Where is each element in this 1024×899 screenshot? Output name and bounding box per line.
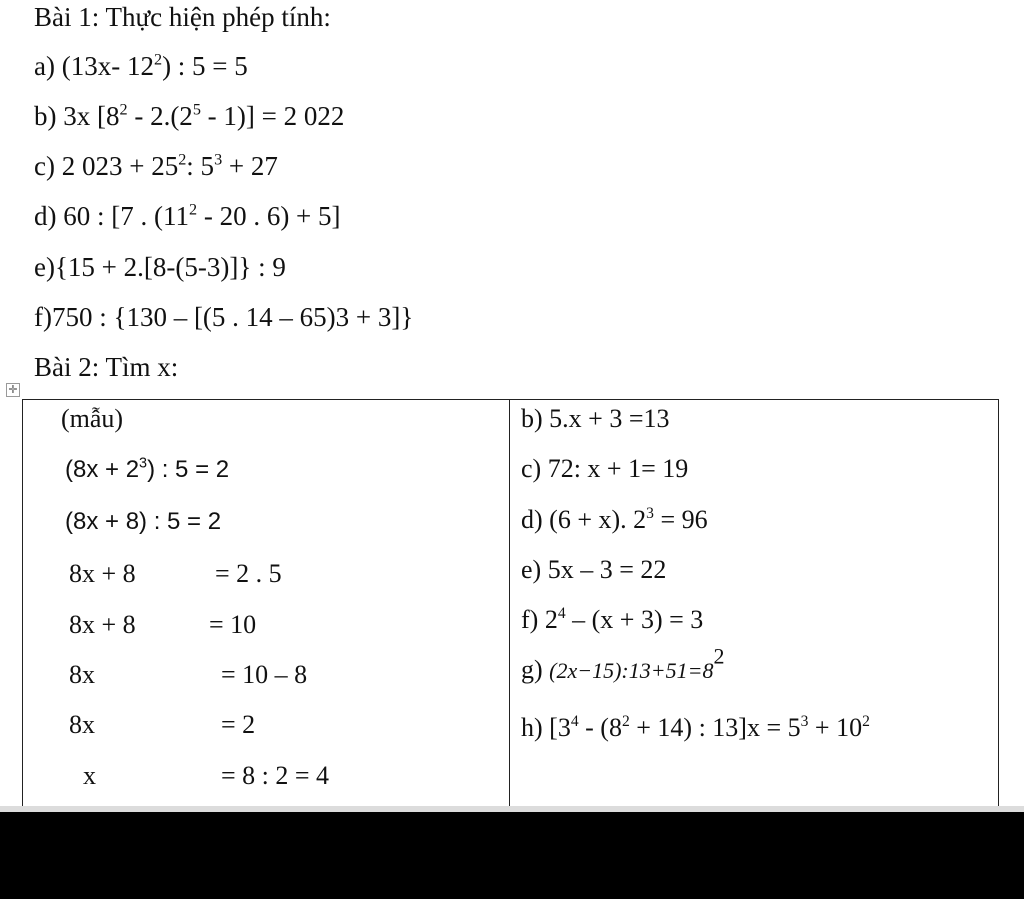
sample-row-5-rhs: = 10 – 8: [221, 660, 308, 689]
sample-row-4-rhs: = 10: [209, 610, 257, 639]
exercise-h: h) [$3^4 - (8^2 + 14)$ : $13]x = 5^3 + 10^2$: [521, 712, 870, 742]
sample-row-6-rhs: = 2: [221, 710, 256, 739]
bai1-item-c: c) 2 $023 + 25^2$: $5^3 + 27$: [34, 150, 278, 181]
sample-row-6-lhs: 8x: [69, 710, 95, 739]
page-bottom-edge: [0, 806, 1024, 812]
bai2-title: Bài 2: Tìm x:: [34, 352, 179, 382]
sample-row-2: (8x + 8) : 5 = 2: [65, 508, 222, 535]
bai1-title: Bài 1: Thực hiện phép tính:: [34, 2, 331, 32]
exercise-b: b) 5.x + 3 =13: [521, 404, 670, 433]
sample-row-7-lhs: x: [83, 761, 96, 790]
exercise-table: [22, 399, 999, 806]
exercise-f: f) $2^4 - (x + 3) = 3$: [521, 604, 704, 634]
exercise-c: c) 72: x + 1= 19: [521, 454, 689, 483]
bai1-item-f: f)750 : {130 – [(5 . 14 – 65)3 + 3]}: [34, 302, 414, 332]
sample-row-4-lhs: 8x + 8: [69, 610, 136, 639]
exercise-d: d) (6 + x). $2^3 = 96$: [521, 504, 708, 534]
exercise-e: e) 5x – 3 = 22: [521, 555, 667, 584]
sample-label: (mẫu): [61, 404, 124, 433]
sample-row-7-rhs: = 8 : 2 = 4: [221, 761, 330, 790]
sample-row-3-lhs: 8x + 8: [69, 559, 136, 588]
bai1-item-d: d) 60 : [7 . ($11^2 - 20$ . 6) + 5]: [34, 200, 341, 231]
bai1-item-e: e){15 + 2.[8-(5-3)]} : 9: [34, 252, 286, 282]
exercise-g: g) $(2x-15):13+51=8^2$: [521, 643, 725, 684]
table-move-handle-icon[interactable]: ✛: [6, 383, 20, 397]
sample-row-5-lhs: 8x: [69, 660, 95, 689]
table-column-divider: [509, 400, 510, 806]
sample-row-3-rhs: = 2 . 5: [215, 559, 282, 588]
sample-row-1: $(8x + 2^3)$ : 5 = 2: [65, 455, 230, 483]
bai1-item-a: a) (13x- $12^2$) : 5 = 5: [34, 50, 248, 81]
bai1-item-b: b) 3x $[8^2 - 2.(2^5 - 1)] = 2$ 022: [34, 100, 345, 131]
